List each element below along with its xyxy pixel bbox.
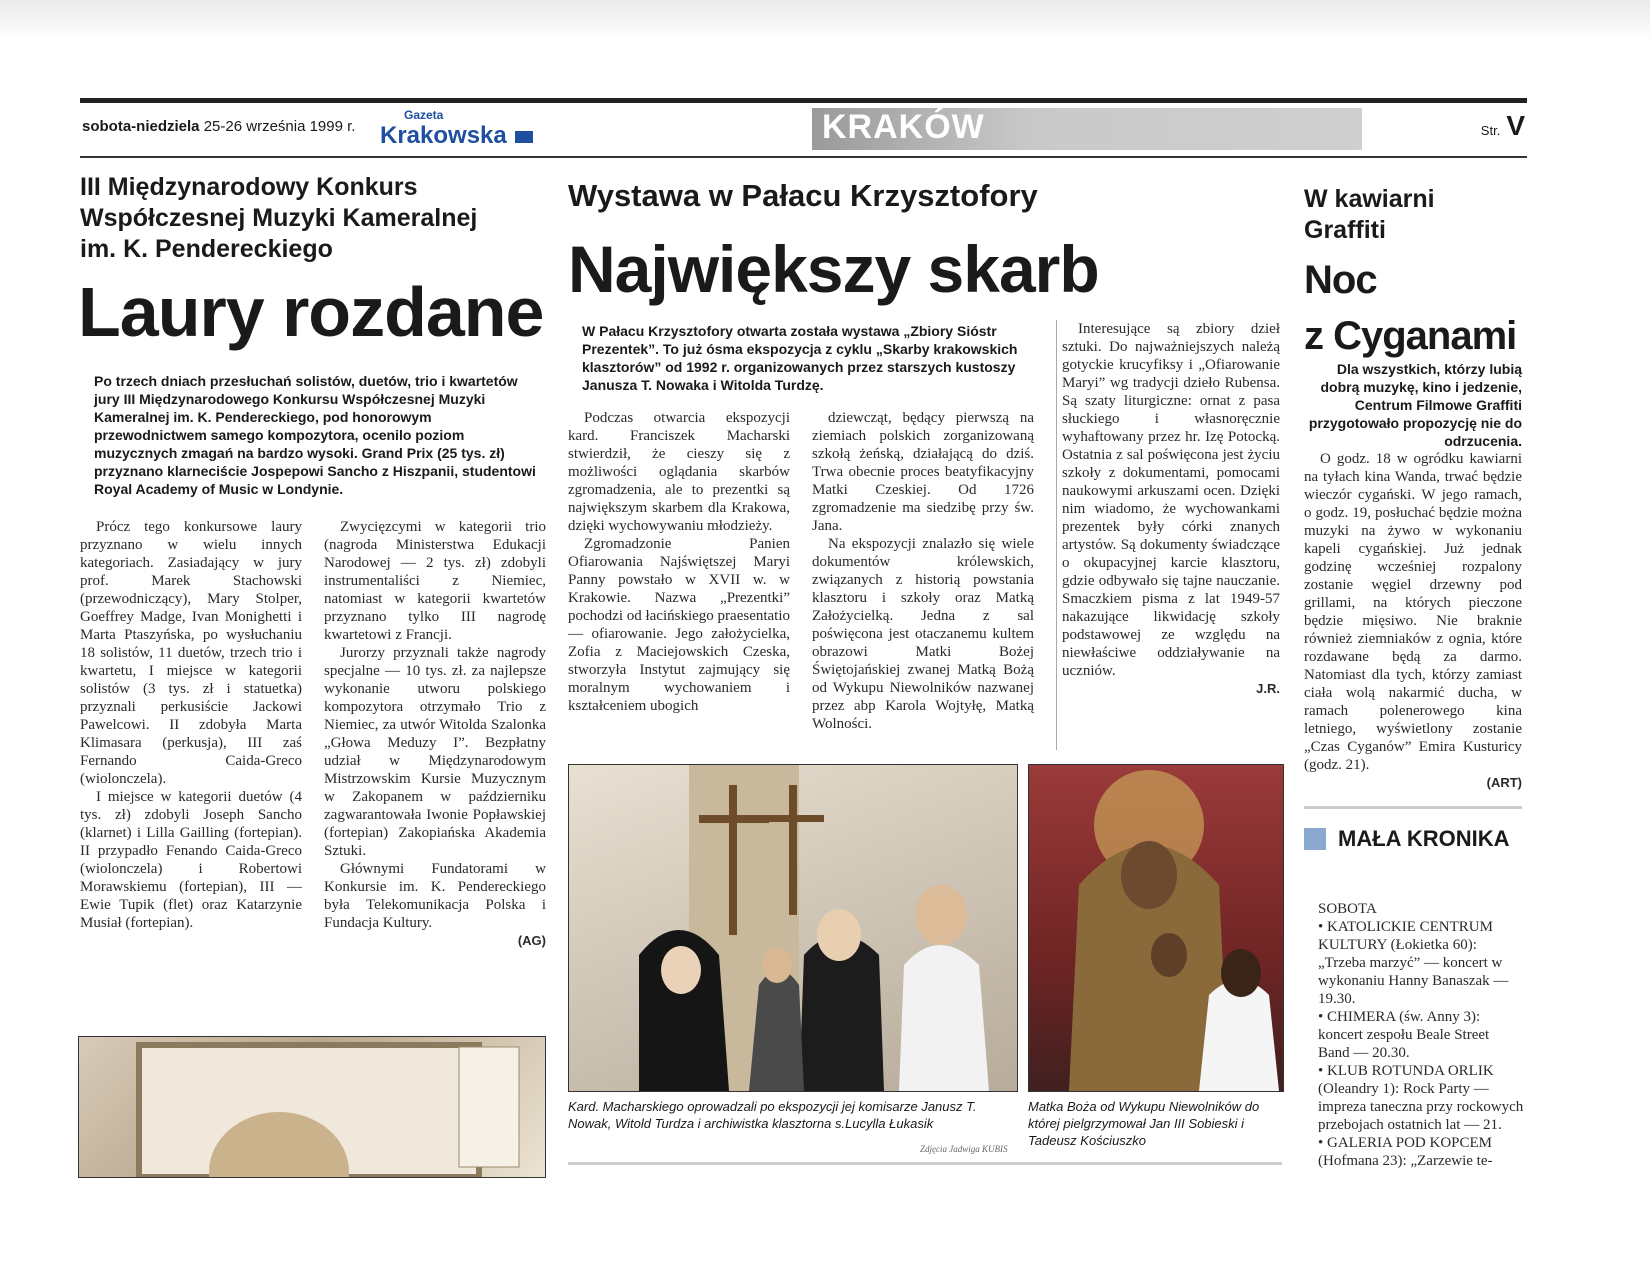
kronika-item: • KLUB ROTUNDA ORLIK (Oleandry 1): Rock Party — impreza taneczna przy rockowych przebojach ostatnich lat — 21.: [1318, 1063, 1524, 1133]
article3-signature: (ART): [1486, 775, 1522, 790]
paragraph: Zgromadzonie Panien Ofiarowania Najświętszej Maryi Panny powstało w XVII w. w Krakowie. Nazwa „Prezentki” pochodzi od łacińskiego praesentatio — ofiarowanie. Jego założycielka, Zofia z Maciejowskich Czeska, stworzyła Instytut zajmujący się moralnym wychowaniem i kształceniem ubogich: [568, 536, 791, 714]
paragraph: Prócz tego konkursowe laury przyznano w wielu innych kategoriach. Zasiadający w jury prof. Marek Stachowski (przewodniczący), Mary Stolper, Goeffrey Madge, Ivan Monighetti i Marta Ptaszyńska, po wysłuchaniu 18 solistów, 11 duetów, trzech trio i kwartetu, I miejsce w kategorii solistów (3 tys. zł i statuetka) przyznali perkusiście Jackowi Pawelcowi. II zdobyła Marta Klimasara (perkusja), III zaś Fernando Caida-Greco (wiolonczela).: [80, 519, 302, 787]
kronika-title: MAŁA KRONIKA: [1338, 826, 1510, 851]
article1-kicker-line: im. K. Pendereckiego: [80, 235, 333, 263]
masthead: [80, 108, 1527, 154]
section-divider: [568, 1162, 1282, 1165]
article3-body: [1304, 450, 1522, 792]
article1-column-1: [80, 518, 302, 932]
exhibition-photo: [568, 764, 1018, 1092]
photo-caption-2: Matka Boża od Wykupu Niewolników do której pielgrzymował Jan III Sobieski i Tadeusz Kościuszko: [1028, 1099, 1260, 1148]
paragraph: Głównymi Fundatorami w Konkursie im. K. Pendereckiego była Telekomunikacja Polska i Fundacja Kultury.: [324, 861, 546, 931]
article1-headline: Laury rozdane: [78, 273, 544, 351]
paragraph: O godz. 18 w ogródku kawiarni na tyłach kina Wanda, trwać będzie wieczór cygański. W jego ramach, o godz. 19, posłuchać będzie można muzyki na żywo w wykonaniu kapeli cygańskiej. Już jednak godzinę wcześniej rozpalony zostanie węgiel drzewny pod grillami, na których pieczone będzie mięsiwo. Nie braknie również ziemniaków z ognia, które rozdawane będą za darmo. Natomiast dla tych, którzy zamiast ciała wolą nakarmić ducha, w ramach polenerowego kina letniego, wyświetlony zostanie „Czas Cyganów” Emira Kusturicy (godz. 21).: [1304, 451, 1522, 773]
article2-kicker: Wystawa w Pałacu Krzysztofory: [568, 178, 1038, 213]
article1-lead: Po trzech dniach przesłuchań solistów, duetów, trio i kwartetów jury III Międzynarodowego Konkursu Współczesnej Muzyki Kameralnej im. K. Pendereckiego, pod honorowym przewodnictwem samego kompozytora, ocenilo poziom muzycznych zmagań na bardzo wysoki. Grand Prix (25 tys. zł) przyznano klarneciście Jospepowi Sancho z Hiszpanii, studentowi Royal Academy of Music w Londynie.: [94, 373, 536, 497]
article3-kicker-line: Graffiti: [1304, 216, 1386, 244]
article2-column-1: [568, 409, 790, 715]
portrait-photo-icon: [79, 1037, 545, 1177]
paragraph: Na ekspozycji znalazło się wiele dokumentów królewskich, związanych z historią powstania klasztoru i szkoły oraz Matką Założycielką. Jedna z sal poświęcona jest otaczanemu kultem obrazowi Matki Bożej Świętojańskiej zwanej Matką Bożą od Wykupu Niewolników nazwanej przez abp Karola Wojtyłę, Matką Wolności.: [812, 536, 1034, 732]
article1-kicker-line: Współczesnej Muzyki Kameralnej: [80, 204, 478, 232]
kronika-day: SOBOTA: [1318, 901, 1377, 917]
column-divider: [1056, 320, 1057, 750]
article2-column-2: [812, 409, 1034, 733]
article1-kicker: [80, 172, 520, 265]
logo-small: Gazeta: [404, 108, 444, 122]
paragraph: Podczas otwarcia ekspozycji kard. Franciszek Macharski stwierdził, że cieszy się z możliwości oglądania skarbów zgromadzenia, ale to prezentki są największym skarbem dla Krakowa, dzięki wychowywaniu młodzieży.: [568, 410, 790, 534]
logo-big-text: Krakowska: [380, 122, 507, 149]
section-bar: [812, 108, 1362, 150]
page-label: Str.: [1480, 123, 1501, 138]
madonna-painting-icon: [1029, 765, 1283, 1091]
article2-lead: W Pałacu Krzysztofory otwarta została wystawa „Zbiory Sióstr Prezentek”. To już ósma ekspozycja z cyklu „Skarby krakowskich klasztorów” od 1992 r. organizowanych przez starszych kustoszy Janusza T. Nowaka i Witolda Turdzę.: [582, 323, 1018, 393]
kronika-item: • KATOLICKIE CENTRUM KULTURY (Łokietka 60): „Trzeba marzyć” — koncert w wykonaniu Hanny Banaszak — 19.30.: [1318, 919, 1509, 1007]
icon-painting-photo: [1028, 764, 1284, 1092]
article3-headline-line: Noc: [1304, 258, 1377, 302]
article1-column-2: [324, 518, 546, 950]
article2-signature: J.R.: [1256, 681, 1280, 696]
photo-credit: Zdjęcia Jadwiga KUBIS: [920, 1144, 1008, 1154]
article3-headline-line: z Cyganami: [1304, 314, 1517, 358]
paragraph: I miejsce w kategorii duetów (4 tys. zł) zdobyli Joseph Sancho (klarnet) i Lilla Gailling (fortepian). II przypadło Fenando Caida-Greco (wiolonczela) i Robertowi Morawskiemu (fortepian), III — Ewie Tupik (flet) oraz Katarzynie Musiał (fortepian).: [80, 789, 302, 931]
article2-headline: Największy skarb: [568, 232, 1099, 306]
issue-day: sobota-niedziela: [82, 118, 200, 135]
kronika-item: • CHIMERA (św. Anny 3): koncert zespołu Beale Street Band — 20.30.: [1318, 1009, 1490, 1061]
article2-column-3: [1062, 320, 1280, 698]
paragraph: Jurorzy przyznali także nagrody specjalne — 10 tys. zł. za najlepsze wykonanie utworu polskiego kompozytora otrzymało Trio z Niemiec, za utwór Witolda Szalonka „Głowa Meduzy I”. Bezpłatny udział w Międzynarodowym Mistrzowskim Kursie Muzycznym w Zakopanem w październiku zagwarantowała Iwonie Popławskiej (fortepian) Zakopiańska Akademia Sztuki.: [324, 645, 546, 859]
scan-edge: [0, 0, 1650, 40]
article1-signature: (AG): [517, 933, 546, 948]
paragraph: Zwycięzcymi w kategorii trio (nagroda Ministerstwa Edukacji Narodowej — 2 tys. zł) zdobyli instrumentaliści z Niemiec, natomiast w kategorii kwartetów przyznano tylko III nagrodę kwartetowi z Francji.: [324, 519, 546, 643]
section-title: KRAKÓW: [822, 108, 985, 146]
exhibition-scene-icon: [569, 765, 1017, 1091]
top-rule: [80, 98, 1527, 103]
photo-caption-1: Kard. Macharskiego oprowadzali po ekspozycji jej komisarze Janusz T. Nowak, Witold Turdza i archiwistka klasztorna s.Lucylla Łukasik: [568, 1099, 977, 1131]
logo-big: [380, 122, 533, 150]
issue-date: [82, 118, 355, 135]
issue-date-text: 25-26 września 1999 r.: [203, 118, 356, 135]
kronika-item: • GALERIA POD KOPCEM (Hofmana 23): „Zarzewie te-: [1318, 1135, 1493, 1169]
kronika-list: [1318, 900, 1524, 1170]
masthead-rule: [80, 156, 1527, 158]
paragraph: dziewcząt, będący pierwszą na ziemiach polskich zorganizowaną szkołą żeńską, działającą do dziś. Trwa obecnie proces beatyfikacyjny Matki Czeskiej. Od 1726 zgromadzenie ma siedzibę przy św. Jana.: [812, 410, 1034, 534]
article1-kicker-line: III Międzynarodowy Konkurs: [80, 173, 418, 201]
page-number-value: V: [1506, 110, 1525, 141]
kronika-divider: [1304, 806, 1522, 809]
article3-kicker: [1304, 184, 1435, 246]
article3-kicker-line: W kawiarni: [1304, 185, 1435, 213]
article1-photo: [78, 1036, 546, 1178]
kronika-square-icon: [1304, 828, 1326, 850]
article3-lead: Dla wszystkich, którzy lubią dobrą muzykę, kino i jedzenie, Centrum Filmowe Graffiti przygotowało propozycję nie do odrzucenia.: [1308, 361, 1522, 449]
paragraph: Interesujące są zbiory dzieł sztuki. Do najważniejszych należą gotyckie krucyfiksy i „Ofiarowanie Maryi” wg tradycji dzieło Rubensa. Są szaty liturgiczne: ornat z pasa słuckiego i własnoręcznie wyhaftowany przez hr. Izę Potocką. Ostatnia z sal poświęcona jest życiu szkoły z dokumentami, pomocami naukowymi arkuszami ocen. Dzięki nim wiadomo, że wychowankami prezentek były córki znanych artystów. Są dokumenty świadczące o okupacyjnej karcie klasztoru, gdzie odbywało się tajne nauczanie. Smaczkiem pisma z lat 1949-57 nakazujące likwidację szkoły podstawowej ze względu na niewłaściwe oddziaływanie na uczniów.: [1062, 321, 1280, 679]
page-number: [1481, 110, 1525, 142]
logo-mark-icon: [515, 131, 533, 143]
article3-headline: [1304, 252, 1516, 364]
